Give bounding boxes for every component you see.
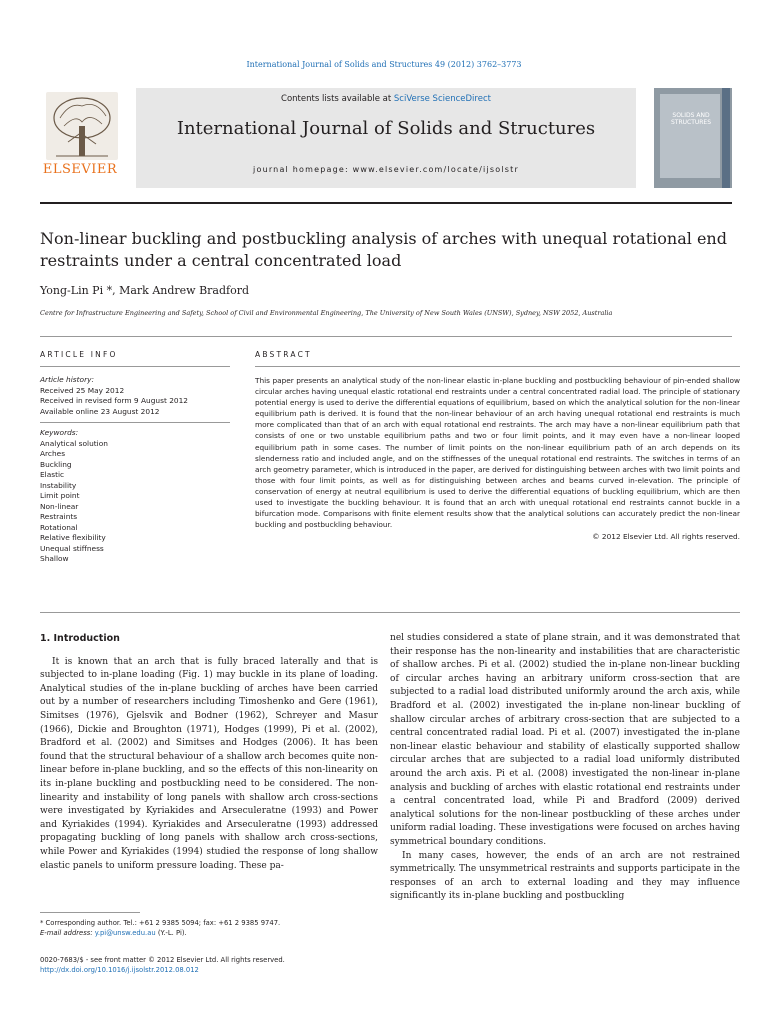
cover-stripe: [722, 88, 730, 188]
keyword: Restraints: [40, 512, 78, 521]
keyword: Buckling: [40, 459, 72, 469]
keyword: Shallow: [40, 554, 69, 563]
online-date: Available online 23 August 2012: [40, 406, 160, 416]
journal-banner: [136, 88, 636, 188]
keywords-rule: [40, 422, 230, 423]
sciencedirect-link[interactable]: SciVerse ScienceDirect: [393, 94, 491, 104]
cover-title: SOLIDS AND STRUCTURES: [670, 112, 712, 126]
history-label: Article history:: [40, 375, 94, 384]
body-column-left: [40, 632, 378, 873]
footnote-rule: [40, 912, 140, 913]
keyword: Relative flexibility: [40, 533, 106, 542]
intro-heading: 1. Introduction: [40, 633, 120, 644]
received-date: Received 25 May 2012: [40, 385, 125, 395]
abstract-bottom-rule: [40, 612, 740, 613]
article-authors: Yong-Lin Pi *, Mark Andrew Bradford: [40, 284, 250, 297]
email-line: [40, 928, 380, 938]
email-label: E-mail address:: [40, 929, 95, 937]
contents-prefix: Contents lists available at: [281, 94, 394, 104]
keyword: Non-linear: [40, 501, 79, 511]
keyword: Unequal stiffness: [40, 543, 104, 553]
email-suffix: (Y.-L. Pi).: [155, 929, 187, 937]
keywords-label: Keywords:: [40, 428, 79, 437]
elsevier-tree-icon: [46, 92, 118, 160]
body-column-right: [390, 632, 740, 904]
affiliation-rule: [40, 336, 732, 337]
article-affiliation: Centre for Infrastructure Engineering and Safety, School of Civil and Environmental Engineering, The University of New South Wales (UNSW), Sydney, NSW 2052, Australia: [40, 309, 613, 317]
journal-homepage[interactable]: journal homepage: www.elsevier.com/locate/ijsolstr: [253, 165, 519, 174]
revised-date: Received in revised form 9 August 2012: [40, 396, 189, 405]
abstract-text: This paper presents an analytical study of the non-linear elastic in-plane buckling and postbuckling behaviour of pin-ended shallow circular arches having unequal elastic rotational end restraints under a central concentrated radial load. The principle of stationary potential energy is used to derive the differential equations of equilibrium, based on which the analytical solution for the non-linear equilibrium path is derived. It is found that the non-linear behaviour of an arch having unequal rotational end restraints is much more complicated than that of an arch with equal rotational end restraints. The arch may have a non-linear equilibrium path that consists of one or two unstable equilibrium paths and two or four limit points, and it may even have a non-linear looped equilibrium path in some cases. The number of limit points on the non-linear equilibrium path of an arch depends on its slenderness ratio and included angle, and on the stiffnesses of the unequal rotational end restraints. The switches in terms of an arch geometry parameter, which is introduced in the paper, are derived for distinguishing between arches with two limit points and those with four limit points, as well as for distinguishing between arches and beams curved in-elevation. The principle of conservation of energy at neutral equilibrium is used to derive the differential equations of buckling equilibrium, which are then used to investigate the buckling behaviour. It is found that an arch with unequal rotational end restraints cannot buckle in a bifurcation mode. Comparisons with finite element results show that the analytical solutions can accurately predict the non-linear buckling and postbuckling behaviour.: [255, 376, 740, 530]
keyword: Elastic: [40, 470, 65, 479]
abstract-rule: [255, 366, 740, 367]
footnote: [40, 918, 380, 938]
abstract-block: [255, 375, 740, 542]
doi-link[interactable]: http://dx.doi.org/10.1016/j.ijsolstr.2012.08.012: [40, 966, 199, 974]
issn-line: 0020-7683/$ - see front matter © 2012 Elsevier Ltd. All rights reserved.: [40, 956, 285, 964]
abstract-copyright: © 2012 Elsevier Ltd. All rights reserved.: [592, 532, 740, 542]
journal-cover: [654, 88, 732, 188]
keyword: Limit point: [40, 491, 80, 500]
contents-line: [136, 94, 636, 104]
journal-title: International Journal of Solids and Structures: [176, 118, 596, 139]
keyword: Analytical solution: [40, 438, 108, 448]
elsevier-logo: [40, 88, 120, 188]
email-link[interactable]: y.pi@unsw.edu.au: [94, 929, 156, 937]
keyword: Arches: [40, 449, 66, 458]
keyword: Instability: [40, 480, 77, 490]
article-title: Non-linear buckling and postbuckling analysis of arches with unequal rotational end restraints under a central concentrated load: [40, 229, 727, 270]
abstract-heading: ABSTRACT: [255, 350, 312, 359]
journal-citation[interactable]: International Journal of Solids and Structures 49 (2012) 3762–3773: [246, 60, 522, 69]
intro-paragraph-2: nel studies considered a state of plane strain, and it was demonstrated that their response has the non-linearity and instabilities that are characteristic of shallow arches. Pi et al. (2002) studied the in-plane non-linear buckling of circular arches having an arbitrary uniform cross-section that are subjected to a radial load distributed uniformly around the arch axis, while Bradford et al. (2002) investigated the in-plane non-linear buckling of shallow circular arches of arbitrary cross-section that are subjected to a central concentrated radial load. Pi et al. (2007) investigated the in-plane non-linear elastic behaviour and stability of elastically supported shallow circular arches that are subjected to a radial load uniformly distributed around the arch axis. Pi et al. (2008) investigated the non-linear in-plane analysis and buckling of arches with elastic rotational end restraints under a central concentrated load, while Pi and Bradford (2009) derived analytical solutions for the non-linear postbuckling of these arches under uniform radial loading. These investigations were focused on arches having symmetrical boundary conditions.: [390, 633, 740, 847]
journal-header: [40, 88, 732, 188]
keyword: Rotational: [40, 522, 78, 532]
article-info-heading: ARTICLE INFO: [40, 350, 118, 359]
header-rule: [40, 202, 732, 204]
issn-block: [40, 955, 380, 975]
publisher-name: ELSEVIER: [42, 162, 118, 177]
cover-panel: [660, 94, 720, 178]
info-rule: [40, 366, 230, 367]
article-info: [40, 375, 220, 565]
intro-paragraph-1: It is known that an arch that is fully braced laterally and that is subjected to in-plane loading (Fig. 1) may buckle in its plane of loading. Analytical studies of the in-plane buckling of arches have been carried out by a number of researchers including Timoshenko and Gere (1961), Simitses (1976), Gjelsvik and Bodner (1962), Schreyer and Masur (1966), Dickie and Broughton (1971), Hodges (1999), Pi et al. (2002), Bradford et al. (2002) and Simitses and Hodges (2006). It has been found that the structural behaviour of a shallow arch becomes quite non-linear before in-plane buckling, and so the effects of this non-linearity on its in-plane buckling and postbuckling need to be considered. The non-linearity and instability of long panels with shallow arch cross-sections were investigated by Kyriakides and Arseculeratne (1993) and Power and Kyriakides (1994). Kyriakides and Arseculeratne (1993) addressed propagating buckling of long panels with shallow arch cross-sections, while Power and Kyriakides (1994) studied the response of long shallow elastic panels to uniform pressure loading. These pa-: [40, 656, 378, 871]
corresponding-author: * Corresponding author. Tel.: +61 2 9385 5094; fax: +61 2 9385 9747.: [40, 919, 281, 927]
intro-paragraph-3: In many cases, however, the ends of an arch are not restrained symmetrically. The unsymmetrical restraints and supports participate in the responses of an arch to external loading and they may influence significantly its in-plane buckling and postbuckling: [390, 850, 740, 902]
